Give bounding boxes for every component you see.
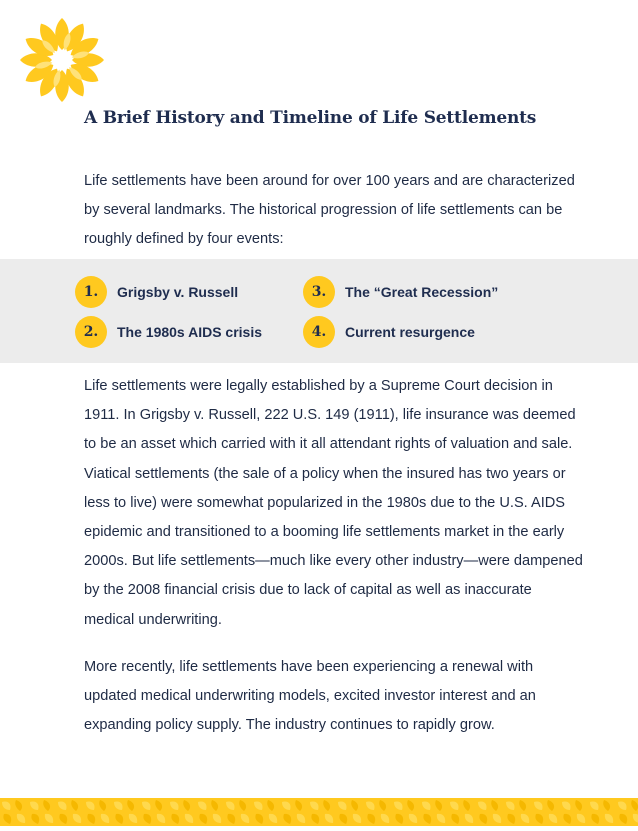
event-number-badge: 3. xyxy=(303,276,335,308)
event-number-badge: 1. xyxy=(75,276,107,308)
resurgence-paragraph: More recently, life settlements have been experiencing a renewal with updated medical underwriting models, excited investor interest and an expanding policy supply. The industry continues to rapidly grow. xyxy=(84,659,536,734)
event-label: Current resurgence xyxy=(345,324,475,340)
event-number-badge: 4. xyxy=(303,316,335,348)
sunflower-logo-icon xyxy=(16,14,108,106)
event-label: Grigsby v. Russell xyxy=(117,284,239,300)
event-label: The “Great Recession” xyxy=(345,284,499,300)
history-paragraph: Life settlements were legally established by a Supreme Court decision in 1911. In Grigsby v. Russell, 222 U.S. 149 (1911), life insurance was deemed to be an asset which carried with it all attendant rights of valuation and sale. Viatical settlements (the sale of a policy when the insured has two years or less to live) were somewhat popularized in the 1980s due to the U.S. AIDS epidemic and transitioned to a booming life settlements market in the early 2000s. But life settlements—much like every other industry—were dampened by the 2008 financial crisis due to lack of capital as well as inaccurate medical underwriting. xyxy=(84,378,583,628)
event-number-badge: 2. xyxy=(75,316,107,348)
event-item-1 xyxy=(75,276,238,308)
event-item-4 xyxy=(303,316,475,348)
page-title: A Brief History and Timeline of Life Settlements xyxy=(84,108,537,128)
event-item-2 xyxy=(75,316,262,348)
intro-paragraph: Life settlements have been around for over 100 years and are characterized by several landmarks. The historical progression of life settlements can be roughly defined by four events: xyxy=(84,173,575,247)
event-item-3 xyxy=(303,276,498,308)
event-label: The 1980s AIDS crisis xyxy=(117,324,263,340)
footer-petal-pattern xyxy=(0,798,638,826)
events-band xyxy=(0,259,638,363)
